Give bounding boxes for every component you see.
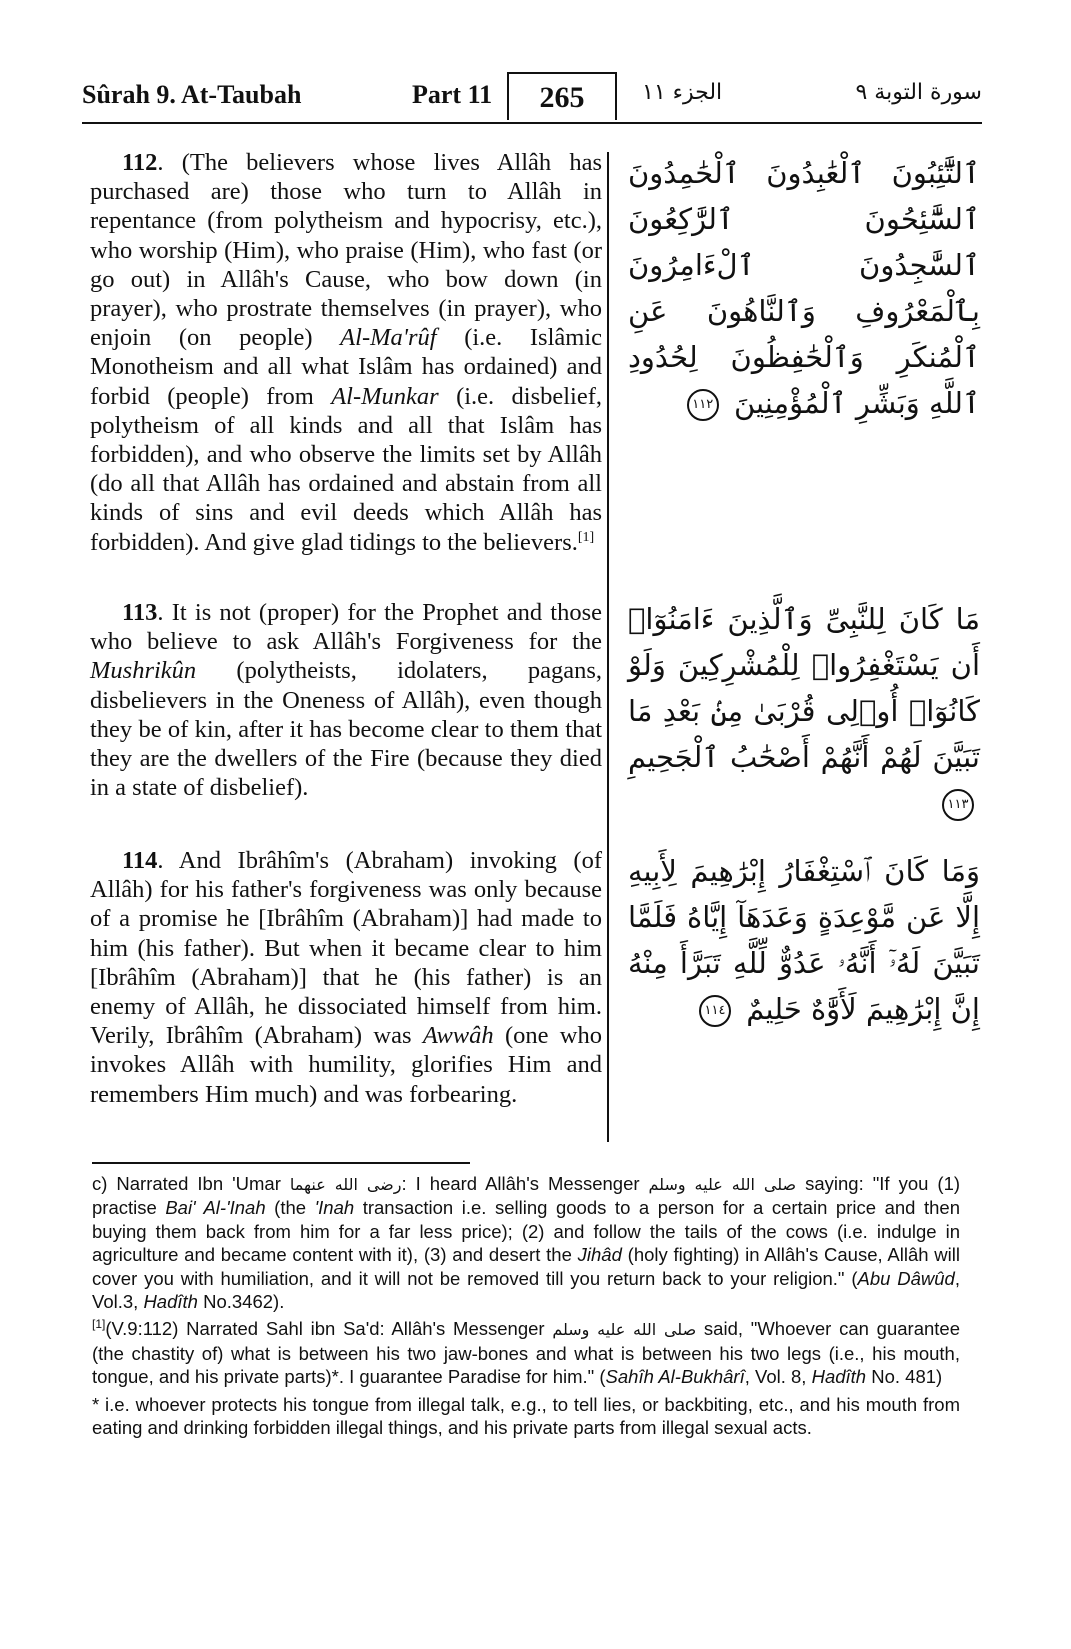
surah-title-en: Sûrah 9. At-Taubah (82, 80, 302, 109)
verse-112-en: 112. (The believers whose lives Allâh has purchased are) those who turn to Allâh in repentance (from polytheism and hypocrisy, etc.), who worship (Him), who praise (Him), who fast (or go out) in Allâh's Cause, who bow down (in prayer), who prostrate themselves (in prayer), who enjoin (on people) Al-Ma'rûf (i.e. Islâmic Monotheism and all what Islâm has ordained) and forbid (people) from Al-Munkar (i.e. disbelief, polytheism of all kinds and all that Islâm has forbidden), and who observe the limits set by Allâh (do all that Allâh has ordained and abstain from all kinds of sins and evil deeds which Allâh has forbidden). And give glad tidings to the believers.[1] (90, 149, 602, 556)
verse-113-en: 113. It is not (proper) for the Prophet and those who believe to ask Allâh's Forgiveness for the Mushrikûn (polytheists, idolaters, pagans, disbelievers in the Oneness of Allâh), even though they be of kin, after it has become clear to them that they are the dwellers of the Fire (because they died in a state of disbelief). (90, 599, 602, 802)
footnote-1: [1](V.9:112) Narrated Sahl ibn Sa'd: Allâh's Messenger صلى الله عليه وسلم said, "Whoever can guarantee (the chastity of) what is between his two jaw-bones and what is between his two legs (i.e., his mouth, tongue, and his private parts)*. I guarantee Paradise for him." (Sahîh Al-Bukhârî, Vol. 8, Hadîth No. 481) (92, 1317, 960, 1388)
footnote-marker: [1] (577, 529, 595, 545)
footnote-star: * i.e. whoever protects his tongue from illegal talk, e.g., to tell lies, or backbiting, etc., and his mouth from eating and drinking forbidden illegal things, and his private parts from illegal sexual acts. (92, 1393, 960, 1439)
verse-113-ar: مَا كَانَ لِلنَّبِىِّ وَٱلَّذِينَ ءَامَنُوٓا۟ أَن يَسْتَغْفِرُوا۟ لِلْمُشْرِكِينَ وَلَوْ كَانُوٓا۟ أُو۟لِى قُرْبَىٰ مِنۢ بَعْدِ مَا تَبَيَّنَ لَهُمْ أَنَّهُمْ أَصْحَٰبُ ٱلْجَحِيمِ ١١٣ (628, 596, 980, 826)
verse-114-ar: وَمَا كَانَ ٱسْتِغْفَارُ إِبْرَٰهِيمَ لِأَبِيهِ إِلَّا عَن مَّوْعِدَةٍ وَعَدَهَآ إِيَّاهُ فَلَمَّا تَبَيَّنَ لَهُۥٓ أَنَّهُۥ عَدُوٌّ لِّلَّهِ تَبَرَّأَ مِنْهُ إِنَّ إِبْرَٰهِيمَ لَأَوَّٰهٌ حَلِيمٌ ١١٤ (628, 854, 980, 1026)
footnotes (92, 1172, 960, 1443)
verse-114-en: 114. And Ibrâhîm's (Abraham) invoking (of Allâh) for his father's forgiveness was only because of a promise he [Ibrâhîm (Abraham)] had made to him (his father). But when it became clear to him [Ibrâhîm (Abraham)] that he (his father) is an enemy of Allâh, he dissociated himself from him. Verily, Ibrâhîm (Abraham) was Awwâh (one who invokes Allâh with humility, glorifies Him and remembers Him much) and was forbearing. (90, 847, 602, 1108)
verse-number: 113 (122, 599, 158, 626)
surah-title-ar: سورة التوبة ٩ (855, 80, 982, 105)
verse-number: 114 (122, 847, 158, 874)
verse-number: 112 (122, 149, 158, 176)
column-divider (607, 152, 609, 1142)
footnote-c: c) Narrated Ibn 'Umar رضى الله عنهما: I heard Allâh's Messenger صلى الله عليه وسلم saying: "If you (1) practise Bai' Al-'Inah (the 'Inah transaction i.e. selling goods to a person for a certain price and then buying them back from him for a far less price); (2) and follow the tails of the cows (i.e. indulge in agriculture and became content with it), (3) and desert the Jihâd (holy fighting) in Allâh's Cause, Allâh will cover you with humiliation, and it will not be removed till you return back to your religion." (Abu Dâwûd, Vol.3, Hadîth No.3462). (92, 1173, 961, 1313)
ayah-number-mark: ١١٣ (942, 789, 974, 821)
page-number: 265 (507, 72, 617, 120)
footnote-rule (92, 1162, 470, 1164)
ayah-number-mark: ١١٢ (687, 389, 719, 421)
part-label-en: Part 11 (412, 80, 493, 109)
verse-112-ar: ٱلتَّٰٓئِبُونَ ٱلْعَٰبِدُونَ ٱلْحَٰمِدُونَ ٱلسَّٰٓئِحُونَ ٱلرَّٰكِعُونَ ٱلسَّٰجِدُونَ ٱلْءَامِرُونَ بِٱلْمَعْرُوفِ وَٱلنَّاهُونَ عَنِ ٱلْمُنكَرِ وَٱلْحَٰفِظُونَ لِحُدُودِ ٱللَّهِ وَبَشِّرِ ٱلْمُؤْمِنِينَ ١١٢ (628, 156, 980, 420)
part-label-ar: الجزء ١١ (642, 80, 723, 105)
ayah-number-mark: ١١٤ (699, 995, 731, 1027)
page-header (82, 72, 982, 122)
header-rule (82, 122, 982, 124)
